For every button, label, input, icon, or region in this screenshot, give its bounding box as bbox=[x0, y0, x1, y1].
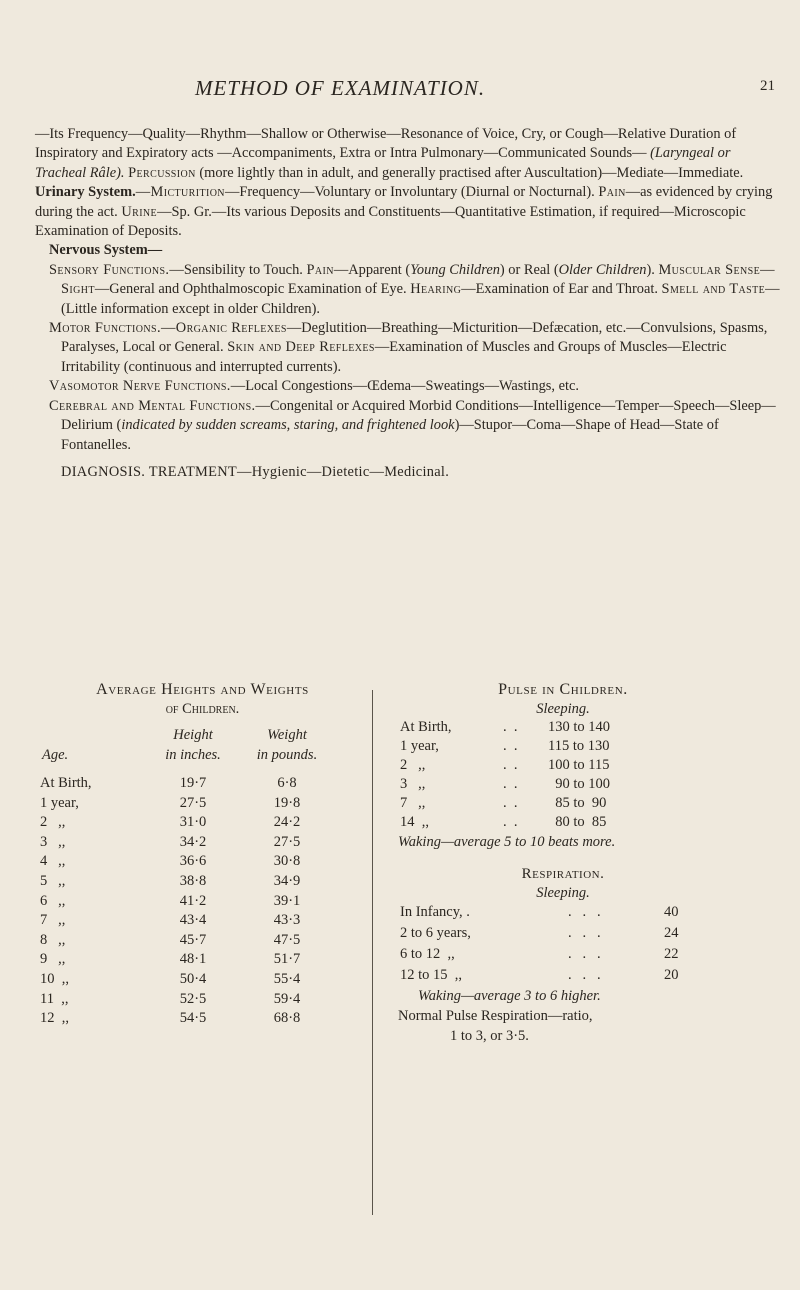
height-cell: 50·4 bbox=[179, 970, 207, 987]
age-cell: 2 ,, bbox=[40, 814, 66, 831]
column-header-age: Age. bbox=[42, 747, 69, 763]
respiration-value-cell: 22 bbox=[664, 946, 679, 962]
respiration-row bbox=[398, 965, 778, 986]
pulse-subtitle: Sleeping. bbox=[536, 701, 590, 717]
table-row bbox=[30, 872, 375, 892]
table-row bbox=[30, 794, 375, 814]
height-cell: 36·6 bbox=[179, 853, 207, 870]
page-number: 21 bbox=[760, 78, 775, 94]
pulse-rate-cell: 115 to 130 bbox=[548, 738, 610, 754]
pulse-rate-cell: 130 to 140 bbox=[548, 719, 611, 735]
respiration-row bbox=[398, 923, 778, 944]
respiration-age-cell: 2 to 6 years, bbox=[400, 925, 471, 941]
weight-cell: 39·1 bbox=[273, 892, 301, 909]
respiration-age-cell: In Infancy, . bbox=[400, 904, 470, 920]
pulse-rate-cell: 80 to 85 bbox=[548, 814, 607, 830]
ratio-line-1: Normal Pulse Respiration—ratio, bbox=[398, 1008, 593, 1024]
height-cell: 52·5 bbox=[179, 990, 207, 1007]
paragraph-urinary-system: Urinary System.—Micturition—Frequency—Voluntary or Involuntary (Diurnal or Nocturnal). Pain—as evidenced by crying during the act. Urine—Sp. Gr.—Its various Deposits and Constituents—Quantitative Estimation, if required—Microscopic Examination of Deposits. bbox=[35, 184, 773, 240]
pulse-rate-cell: 90 to 100 bbox=[548, 776, 611, 792]
age-cell: 4 ,, bbox=[40, 853, 66, 870]
height-cell: 43·4 bbox=[179, 912, 207, 929]
height-cell: 41·2 bbox=[179, 892, 207, 909]
running-title: METHOD OF EXAMINATION. bbox=[195, 76, 486, 100]
pulse-row bbox=[398, 775, 778, 794]
leader-dots: . . . bbox=[568, 904, 601, 920]
age-cell: 12 ,, bbox=[40, 1010, 69, 1027]
weight-cell: 34·9 bbox=[273, 872, 301, 889]
pulse-rate-cell: 85 to 90 bbox=[548, 795, 607, 811]
table-row bbox=[30, 1009, 375, 1029]
column-header-weight-2: in pounds. bbox=[256, 747, 318, 763]
weight-cell: 30·8 bbox=[273, 853, 301, 870]
height-cell: 48·1 bbox=[179, 951, 207, 968]
pulse-age-cell: At Birth, bbox=[400, 719, 452, 735]
age-cell: 6 ,, bbox=[40, 892, 66, 909]
leader-dots: . . . bbox=[568, 967, 601, 983]
table-row bbox=[30, 970, 375, 990]
paragraph-motor-functions: Motor Functions.—Organic Reflexes—Deglutition—Breathing—Micturition—Defæcation, etc.—Convulsions, Spasms, Paralyses, Local or General. Skin and Deep Reflexes—Examination of Muscles and Groups of Muscles—Electric Irritability (continuous and interrupted currents). bbox=[49, 320, 768, 375]
weight-cell: 43·3 bbox=[273, 912, 301, 929]
pulse-age-cell: 3 ,, bbox=[400, 776, 426, 792]
leader-dots: . . bbox=[503, 814, 518, 830]
respiration-row bbox=[398, 944, 778, 965]
weight-cell: 24·2 bbox=[273, 814, 301, 831]
table-row bbox=[30, 931, 375, 951]
table-row bbox=[30, 833, 375, 853]
leader-dots: . . bbox=[503, 795, 518, 811]
table-row bbox=[30, 852, 375, 872]
pulse-row bbox=[398, 756, 778, 775]
weight-cell: 68·8 bbox=[273, 1010, 301, 1027]
height-cell: 27·5 bbox=[179, 794, 207, 811]
diagnosis-treatment-line: DIAGNOSIS. TREATMENT—Hygienic—Dietetic—Medicinal. bbox=[61, 463, 450, 480]
leader-dots: . . . bbox=[568, 946, 601, 962]
pulse-row bbox=[398, 813, 778, 832]
weight-cell: 27·5 bbox=[273, 833, 301, 850]
respiration-table bbox=[398, 902, 778, 986]
age-cell: 7 ,, bbox=[40, 912, 66, 929]
ratio-line-2: 1 to 3, or 3·5. bbox=[450, 1028, 529, 1044]
weight-cell: 55·4 bbox=[273, 970, 301, 987]
height-cell: 45·7 bbox=[179, 931, 207, 948]
age-cell: 5 ,, bbox=[40, 872, 66, 889]
column-header-height-2: in inches. bbox=[165, 747, 221, 763]
respiration-waking-note: Waking—average 3 to 6 higher. bbox=[418, 988, 601, 1004]
pulse-age-cell: 2 ,, bbox=[400, 757, 426, 773]
table-body bbox=[30, 774, 375, 1029]
heights-weights-table bbox=[30, 680, 375, 1029]
weight-cell: 51·7 bbox=[273, 951, 301, 968]
leader-dots: . . bbox=[503, 776, 518, 792]
pulse-row bbox=[398, 718, 778, 737]
age-cell: 3 ,, bbox=[40, 833, 66, 850]
weight-cell: 47·5 bbox=[273, 931, 301, 948]
urinary-system-heading: Urinary System. bbox=[35, 184, 136, 201]
respiration-subtitle: Sleeping. bbox=[536, 885, 590, 901]
table-row bbox=[30, 892, 375, 912]
pulse-age-cell: 1 year, bbox=[400, 738, 439, 754]
heights-weights-subtitle: of Children. bbox=[165, 701, 240, 717]
age-cell: At Birth, bbox=[40, 775, 92, 791]
respiration-value-cell: 24 bbox=[664, 925, 679, 941]
age-cell: 11 ,, bbox=[40, 990, 69, 1007]
pulse-age-cell: 7 ,, bbox=[400, 795, 426, 811]
page-header bbox=[0, 76, 800, 106]
height-cell: 54·5 bbox=[179, 1010, 207, 1027]
height-cell: 19·7 bbox=[179, 775, 207, 791]
pulse-waking-note: Waking—average 5 to 10 beats more. bbox=[398, 834, 616, 850]
column-header-height-1: Height bbox=[173, 727, 213, 743]
pulse-row bbox=[398, 794, 778, 813]
respiration-value-cell: 20 bbox=[664, 967, 679, 983]
respiration-age-cell: 6 to 12 ,, bbox=[400, 946, 455, 962]
pulse-respiration-panel bbox=[398, 680, 778, 1046]
respiration-age-cell: 12 to 15 ,, bbox=[400, 967, 463, 983]
age-cell: 8 ,, bbox=[40, 931, 66, 948]
table-row bbox=[30, 774, 375, 794]
table-header bbox=[30, 724, 375, 768]
respiration-title: Respiration. bbox=[521, 866, 605, 882]
paragraph-vasomotor: Vasomotor Nerve Functions.—Local Congestions—Œdema—Sweatings—Wastings, etc. bbox=[49, 378, 579, 395]
paragraph-respiration-exam: —Its Frequency—Quality—Rhythm—Shallow or Otherwise—Resonance of Voice, Cry, or Cough—Relative Duration of Inspiratory and Expiratory acts —Accompaniments, Extra or Intra Pulmonary—Communicated Sounds— (Laryngeal or Tracheal Râle). Percussion (more lightly than in adult, and generally practised after Auscultation)—Mediate—Immediate. bbox=[35, 126, 744, 181]
leader-dots: . . bbox=[503, 738, 518, 754]
table-row bbox=[30, 950, 375, 970]
age-cell: 10 ,, bbox=[40, 970, 69, 987]
age-cell: 1 year, bbox=[40, 794, 79, 811]
height-cell: 38·8 bbox=[179, 872, 207, 889]
body-text bbox=[35, 125, 780, 482]
table-row bbox=[30, 911, 375, 931]
weight-cell: 19·8 bbox=[273, 794, 301, 811]
paragraph-cerebral: Cerebral and Mental Functions.—Congenital or Acquired Morbid Conditions—Intelligence—Temper—Speech—Sleep—Delirium (indicated by sudden screams, staring, and frightened look)—Stupor—Coma—Shape of Head—State of Fontanelles. bbox=[49, 397, 776, 453]
respiration-value-cell: 40 bbox=[664, 904, 679, 920]
age-cell: 9 ,, bbox=[40, 951, 66, 968]
height-cell: 34·2 bbox=[179, 833, 207, 850]
pulse-row bbox=[398, 737, 778, 756]
paragraph-sensory-functions: Sensory Functions.—Sensibility to Touch. Pain—Apparent (Young Children) or Real (Older Children). Muscular Sense—Sight—General and Ophthalmoscopic Examination of Eye. Hearing—Examination of Ear and Throat. Smell and Taste—(Little information except in older Children). bbox=[49, 261, 780, 317]
respiration-row bbox=[398, 902, 778, 923]
leader-dots: . . bbox=[503, 757, 518, 773]
pulse-age-cell: 14 ,, bbox=[400, 814, 429, 830]
leader-dots: . . bbox=[503, 719, 518, 735]
nervous-system-heading: Nervous System— bbox=[49, 242, 163, 259]
pulse-rate-cell: 100 to 115 bbox=[548, 757, 610, 773]
height-cell: 31·0 bbox=[179, 814, 207, 831]
table-row bbox=[30, 990, 375, 1010]
column-header-weight-1: Weight bbox=[267, 727, 307, 743]
leader-dots: . . . bbox=[568, 925, 601, 941]
table-row bbox=[30, 813, 375, 833]
weight-cell: 59·4 bbox=[273, 990, 301, 1007]
pulse-title: Pulse in Children. bbox=[498, 681, 628, 698]
heights-weights-title: Average Heights and Weights bbox=[96, 681, 309, 698]
weight-cell: 6·8 bbox=[277, 775, 297, 791]
pulse-table bbox=[398, 718, 778, 832]
